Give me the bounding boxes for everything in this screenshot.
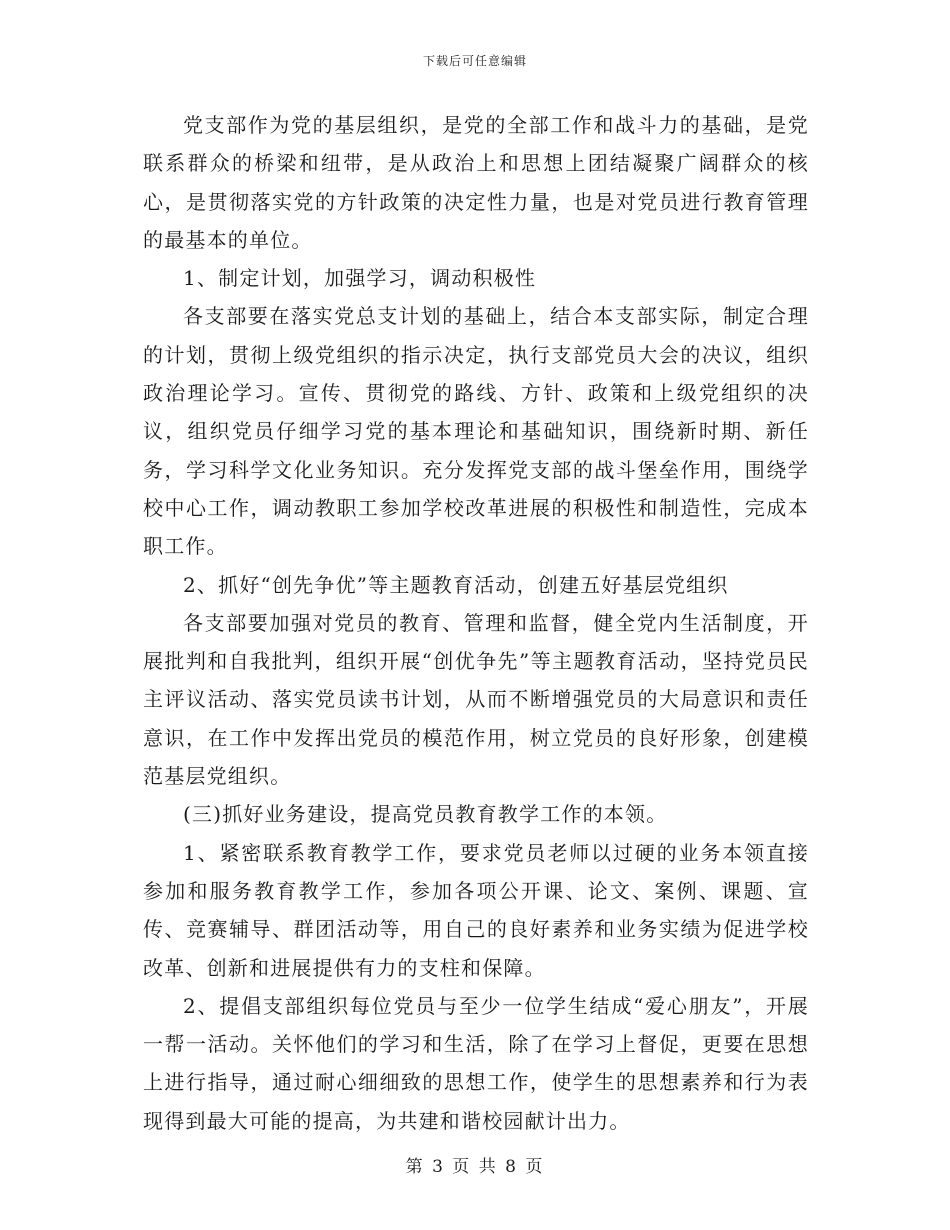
page-header: 下载后可任意编辑 <box>422 54 527 68</box>
page-number: 第 3 页 共 8 页 <box>405 1157 545 1177</box>
heading-plan-study: 1、制定计划，加强学习，调动积极性 <box>183 266 537 291</box>
paragraph-plan-study: 各支部要在落实党总支计划的基础上，结合本支部实际，制定合理的计划，贯彻上级党组织的指示决定，执行支部党员大会的决议，组织政治理论学习。宣传、贯彻党的路线、方针、政策和上级党组织的决议，组织党员仔细学习党的基本理论和基础知识，围绕新时期、新任务，学习科学文化业务知识。充分发挥党支部的战斗堡垒作用，围绕学校中心工作，调动教职工参加学校改革进展的积极性和制造性，完成本职工作。 <box>143 304 809 559</box>
paragraph-intro: 党支部作为党的基层组织，是党的全部工作和战斗力的基础，是党联系群众的桥梁和纽带，是从政治上和思想上团结凝聚广阔群众的核心，是贯彻落实党的方针政策的决定性力量，也是对党员进行教育管理的最基本的单位。 <box>143 113 809 252</box>
paragraph-theme-education: 各支部要加强对党员的教育、管理和监督，健全党内生活制度，开展批判和自我批判，组织开展“创优争先”等主题教育活动，坚持党员民主评议活动、落实党员读书计划，从而不断增强党员的大局意识和责任意识，在工作中发挥出党员的模范作用，树立党员的良好形象，创建模范基层党组织。 <box>143 610 809 789</box>
paragraph-teaching-work: 1、紧密联系教育教学工作，要求党员老师以过硬的业务本领直接参加和服务教育教学工作，参加各项公开课、论文、案例、课题、宣传、竞赛辅导、群团活动等，用自己的良好素养和业务实绩为促进学校改革、创新和进展提供有力的支柱和保障。 <box>143 840 809 980</box>
heading-business-building: (三)抓好业务建设，提高党员教育教学工作的本领。 <box>183 802 668 827</box>
paragraph-love-friends: 2、提倡支部组织每位党员与至少一位学生结成“爱心朋友”，开展一帮一活动。关怀他们的学习和生活，除了在学习上督促，更要在思想上进行指导，通过耐心细细致的思想工作，使学生的思想素养和行为表现得到最大可能的提高，为共建和谐校园献计出力。 <box>143 993 809 1133</box>
heading-theme-education: 2、抓好“创先争优”等主题教育活动，创建五好基层党组织 <box>183 572 729 597</box>
document-body <box>143 106 809 1140</box>
